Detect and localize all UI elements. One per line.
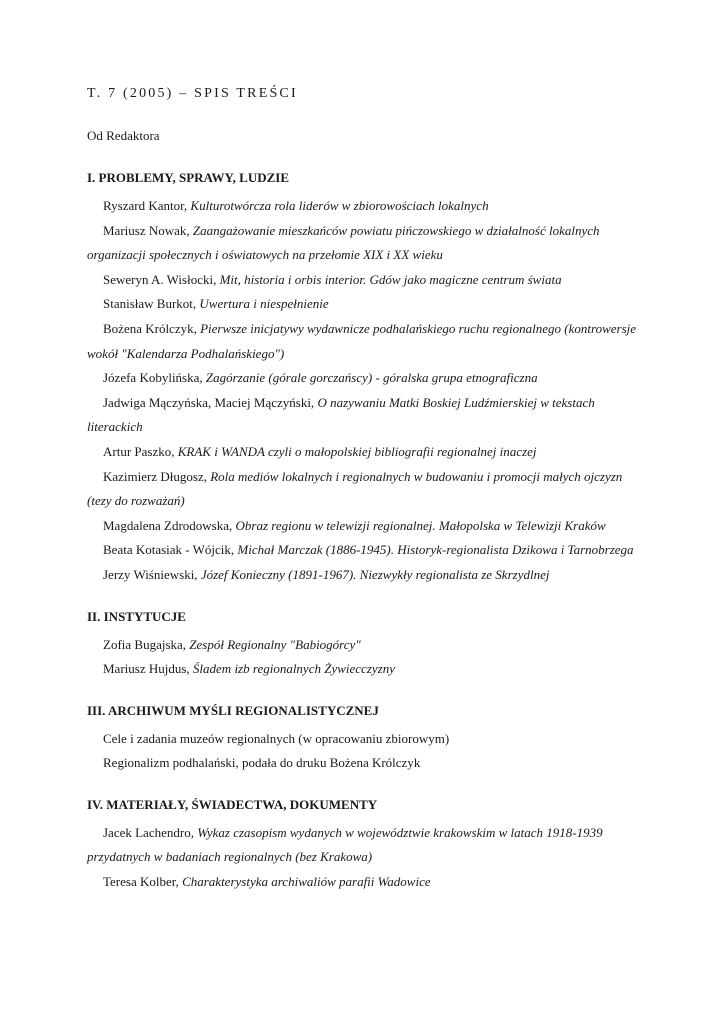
toc-entry bbox=[87, 657, 647, 682]
entry-author: Artur Paszko, bbox=[103, 443, 175, 459]
toc-entry bbox=[87, 538, 647, 563]
entry-author: Magdalena Zdrodowska, bbox=[103, 517, 233, 533]
toc-entry bbox=[87, 870, 647, 895]
entry-author: Teresa Kolber, bbox=[103, 874, 179, 890]
entry-title: Wykaz czasopism wydanych w województwie krakowskim w latach 1918-1939 przydatnych w badaniach regionalnych (bez Krakowa) bbox=[87, 824, 603, 865]
toc-entry bbox=[87, 633, 647, 658]
entry-title: KRAK i WANDA czyli o małopolskiej bibliografii regionalnej inaczej bbox=[177, 443, 537, 459]
entry-author: Cele i zadania muzeów regionalnych (w opracowaniu zbiorowym) bbox=[103, 730, 450, 746]
entry-title: Śladem izb regionalnych Żywiecczyzny bbox=[192, 661, 395, 677]
section-heading: III. ARCHIWUM MYŚLI REGIONALISTYCZNEJ bbox=[87, 702, 379, 718]
toc-entry bbox=[87, 440, 647, 465]
entry-author: Zofia Bugajska, bbox=[103, 636, 187, 652]
entry-title: Obraz regionu w telewizji regionalnej. Małopolska w Telewizji Kraków bbox=[235, 517, 606, 533]
entry-author: Mariusz Nowak, bbox=[103, 222, 190, 238]
foreword-entry: Od Redaktora bbox=[87, 128, 160, 143]
entry-author: Ryszard Kantor, bbox=[103, 198, 188, 213]
entry-author: Józefa Kobylińska, bbox=[103, 370, 203, 386]
toc-section bbox=[87, 793, 647, 895]
entry-author: Beata Kotasiak - Wójcik, bbox=[103, 542, 235, 558]
entry-title: Kulturotwórcza rola liderów w zbiorowościach lokalnych bbox=[190, 198, 489, 213]
entry-title: Mit, historia i orbis interior. Gdów jako magiczne centrum świata bbox=[219, 271, 562, 287]
section-heading: IV. MATERIAŁY, ŚWIADECTWA, DOKUMENTY bbox=[87, 796, 378, 812]
toc-entry bbox=[87, 727, 647, 752]
entry-author: Mariusz Hujdus, bbox=[103, 661, 190, 677]
toc-entry bbox=[87, 219, 647, 268]
entry-title: Rola mediów lokalnych i regionalnych w budowaniu i promocji małych ojczyzn (tezy do rozważań) bbox=[87, 468, 623, 509]
toc-entry bbox=[87, 465, 647, 514]
toc-section bbox=[87, 605, 647, 682]
entry-author: Regionalizm podhalański, podała do druku Bożena Królczyk bbox=[103, 755, 421, 771]
toc-section bbox=[87, 166, 647, 588]
toc-entry bbox=[87, 563, 647, 588]
section-heading: I. PROBLEMY, SPRAWY, LUDZIE bbox=[87, 170, 290, 185]
entry-title: O nazywaniu Matki Boskiej Ludźmierskiej w tekstach literackich bbox=[87, 394, 595, 435]
toc-entry bbox=[87, 366, 647, 391]
toc-entry bbox=[87, 821, 647, 870]
entry-title: Pierwsze inicjatywy wydawnicze podhalańskiego ruchu regionalnego (kontrowersje wokół "Kalendarza Podhalańskiego") bbox=[87, 320, 637, 361]
entry-author: Jadwiga Mączyńska, Maciej Mączyński, bbox=[103, 394, 315, 410]
entry-title: Uwertura i niespełnienie bbox=[199, 296, 329, 312]
entry-author: Jerzy Wiśniewski, bbox=[103, 566, 198, 582]
entry-title: Michał Marczak (1886-1945). Historyk-regionalista Dzikowa i Tarnobrzega bbox=[237, 542, 634, 558]
entry-title: Zaangażowanie mieszkańców powiatu pińczowskiego w działalność lokalnych organizacji społecznych i oświatowych na przełomie XIX i XX wieku bbox=[87, 222, 600, 263]
entry-author: Stanisław Burkot, bbox=[103, 296, 197, 312]
toc-entry bbox=[87, 317, 647, 366]
entry-title: Charakterystyka archiwaliów parafii Wadowice bbox=[182, 874, 431, 890]
entry-author: Bożena Królczyk, bbox=[103, 320, 197, 336]
toc-entry bbox=[87, 268, 647, 293]
entry-author: Kazimierz Długosz, bbox=[103, 468, 207, 484]
toc-entry bbox=[87, 751, 647, 776]
table-of-contents bbox=[87, 166, 647, 895]
entry-title: Zespół Regionalny "Babiogórcy" bbox=[189, 636, 361, 652]
document-title: T. 7 (2005) – SPIS TREŚCI bbox=[87, 86, 298, 101]
entry-title: Zagórzanie (górale gorczańscy) - góralska grupa etnograficzna bbox=[205, 370, 538, 386]
toc-section bbox=[87, 699, 647, 776]
section-heading: II. INSTYTUCJE bbox=[87, 608, 186, 624]
toc-entry bbox=[87, 391, 647, 440]
entry-title: Józef Konieczny (1891-1967). Niezwykły regionalista ze Skrzydlnej bbox=[200, 566, 550, 582]
toc-entry bbox=[87, 292, 647, 317]
toc-entry bbox=[87, 514, 647, 539]
entry-author: Seweryn A. Wisłocki, bbox=[103, 271, 217, 287]
toc-entry bbox=[87, 194, 647, 219]
entry-author: Jacek Lachendro, bbox=[103, 824, 194, 840]
document-page bbox=[87, 86, 647, 912]
